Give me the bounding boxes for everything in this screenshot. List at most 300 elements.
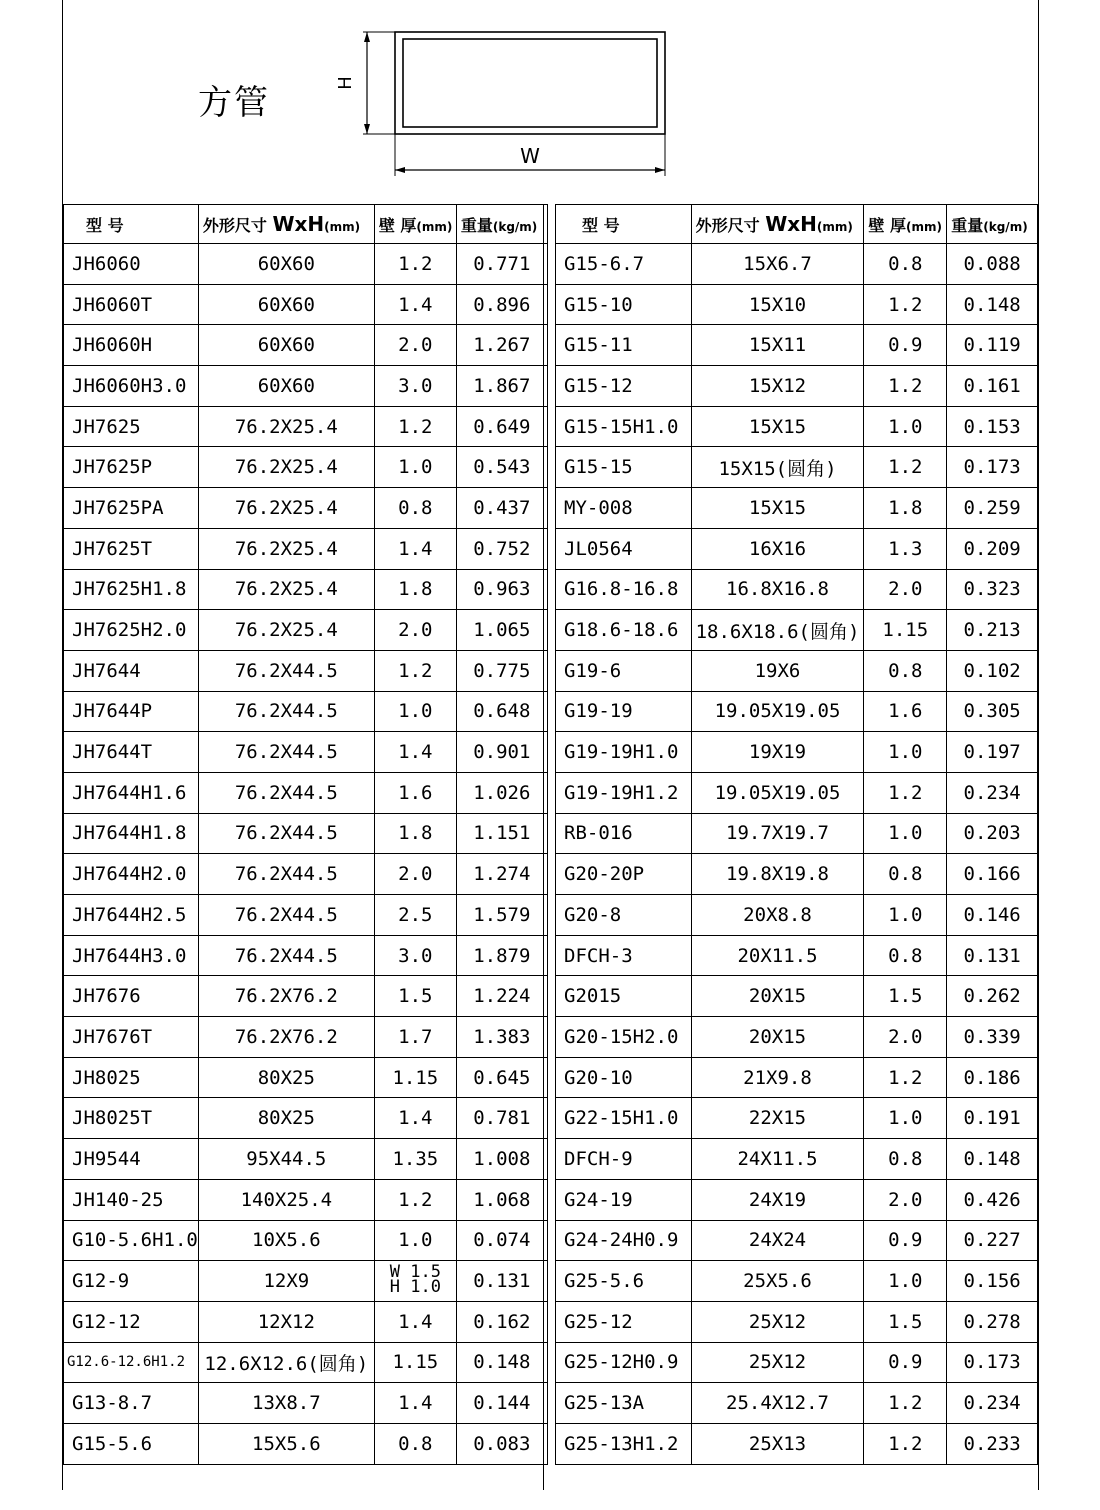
model-cell: JH7644	[64, 650, 199, 691]
weight-cell: 0.426	[947, 1179, 1038, 1220]
model-cell: G20-15H2.0	[556, 1017, 692, 1058]
weight-cell: 0.186	[947, 1057, 1038, 1098]
weight-cell: 0.131	[456, 1261, 547, 1302]
wall-thickness-cell: 2.0	[864, 1179, 947, 1220]
size-cell: 76.2X76.2	[198, 976, 374, 1017]
model-cell: G24-19	[556, 1179, 692, 1220]
weight-cell: 0.203	[947, 813, 1038, 854]
table-row	[556, 366, 1038, 407]
wall-thickness-cell: 1.15	[374, 1057, 456, 1098]
wall-thickness-cell: 2.0	[374, 854, 456, 895]
size-cell: 25X12	[691, 1342, 864, 1383]
size-cell: 19X19	[691, 732, 864, 773]
weight-cell: 0.074	[456, 1220, 547, 1261]
size-cell: 76.2X44.5	[198, 691, 374, 732]
wall-thickness-cell: 2.0	[864, 1017, 947, 1058]
model-cell: JH7644H1.6	[64, 772, 199, 813]
size-cell: 15X6.7	[691, 244, 864, 285]
header-model: 型 号	[64, 205, 199, 244]
table-row	[556, 1057, 1038, 1098]
spec-table-left	[63, 204, 548, 1465]
model-cell: G18.6-18.6	[556, 610, 692, 651]
wall-thickness-cell: 1.8	[864, 488, 947, 529]
model-cell: G25-13A	[556, 1383, 692, 1424]
table-header-row	[556, 205, 1038, 244]
size-cell: 10X5.6	[198, 1220, 374, 1261]
model-cell: JH7625H2.0	[64, 610, 199, 651]
size-cell: 60X60	[198, 325, 374, 366]
size-cell: 80X25	[198, 1098, 374, 1139]
model-cell: G19-19	[556, 691, 692, 732]
w-dimension-label: W	[520, 144, 540, 168]
weight-cell: 0.102	[947, 650, 1038, 691]
table-row	[64, 1179, 548, 1220]
table-row	[64, 569, 548, 610]
weight-cell: 0.262	[947, 976, 1038, 1017]
table-row	[556, 1301, 1038, 1342]
size-cell: 15X15	[691, 488, 864, 529]
table-row	[556, 1220, 1038, 1261]
weight-cell: 0.161	[947, 366, 1038, 407]
wall-thickness-cell: 1.4	[374, 1098, 456, 1139]
wall-thickness-cell: 1.0	[374, 1220, 456, 1261]
weight-cell: 0.234	[947, 1383, 1038, 1424]
size-cell: 76.2X25.4	[198, 488, 374, 529]
weight-cell: 0.148	[947, 1139, 1038, 1180]
size-cell: 20X8.8	[691, 895, 864, 936]
wall-thickness-cell: 1.0	[864, 406, 947, 447]
table-row	[556, 1423, 1038, 1464]
table-header-row	[64, 205, 548, 244]
size-cell: 15X10	[691, 284, 864, 325]
model-cell: JH7676	[64, 976, 199, 1017]
table-row	[556, 1342, 1038, 1383]
tube-inner-outline	[403, 39, 657, 127]
table-row	[64, 366, 548, 407]
model-cell: G12.6-12.6H1.2	[64, 1342, 199, 1383]
table-row	[556, 1179, 1038, 1220]
weight-cell: 0.144	[456, 1383, 547, 1424]
model-cell: JH7644P	[64, 691, 199, 732]
wall-thickness-cell: 1.2	[864, 772, 947, 813]
table-row	[64, 284, 548, 325]
table-row	[556, 569, 1038, 610]
size-cell: 15X11	[691, 325, 864, 366]
size-cell: 13X8.7	[198, 1383, 374, 1424]
wall-thickness-cell: 0.9	[864, 1342, 947, 1383]
model-cell: G15-15H1.0	[556, 406, 692, 447]
size-cell: 95X44.5	[198, 1139, 374, 1180]
wall-thickness-cell: 0.8	[864, 1139, 947, 1180]
model-cell: JH6060	[64, 244, 199, 285]
size-cell: 20X11.5	[691, 935, 864, 976]
model-cell: G15-11	[556, 325, 692, 366]
size-cell: 19.05X19.05	[691, 772, 864, 813]
size-cell: 76.2X44.5	[198, 732, 374, 773]
weight-cell: 0.131	[947, 935, 1038, 976]
weight-cell: 0.339	[947, 1017, 1038, 1058]
wall-thickness-cell: 1.0	[374, 447, 456, 488]
wall-thickness-cell: 1.6	[374, 772, 456, 813]
model-cell: G15-10	[556, 284, 692, 325]
table-row	[64, 732, 548, 773]
model-cell: G20-10	[556, 1057, 692, 1098]
model-cell: JH7625	[64, 406, 199, 447]
weight-cell: 1.867	[456, 366, 547, 407]
weight-cell: 0.233	[947, 1423, 1038, 1464]
header-weight: 重量(kg/m)	[947, 205, 1038, 244]
model-cell: G19-19H1.2	[556, 772, 692, 813]
size-cell: 25X5.6	[691, 1261, 864, 1302]
weight-cell: 0.166	[947, 854, 1038, 895]
model-cell: G12-9	[64, 1261, 199, 1302]
table-row	[64, 935, 548, 976]
wall-thickness-cell: 1.0	[864, 1261, 947, 1302]
weight-cell: 0.752	[456, 528, 547, 569]
model-cell: G25-12H0.9	[556, 1342, 692, 1383]
header-wall: 壁 厚(mm)	[864, 205, 947, 244]
weight-cell: 0.083	[456, 1423, 547, 1464]
size-cell: 76.2X76.2	[198, 1017, 374, 1058]
size-cell: 140X25.4	[198, 1179, 374, 1220]
weight-cell: 1.151	[456, 813, 547, 854]
wall-thickness-cell: 1.2	[864, 1423, 947, 1464]
wall-thickness-cell: 1.8	[374, 813, 456, 854]
model-cell: G20-20P	[556, 854, 692, 895]
wall-thickness-cell: 0.9	[864, 1220, 947, 1261]
model-cell: JH6060T	[64, 284, 199, 325]
table-row	[556, 610, 1038, 651]
wall-thickness-cell: 0.8	[864, 854, 947, 895]
wall-thickness-cell: 0.8	[374, 488, 456, 529]
size-cell: 16X16	[691, 528, 864, 569]
weight-cell: 1.579	[456, 895, 547, 936]
wall-thickness-cell: 1.5	[374, 976, 456, 1017]
model-cell: JH8025	[64, 1057, 199, 1098]
wall-thickness-cell: 1.4	[374, 732, 456, 773]
model-cell: JH7625PA	[64, 488, 199, 529]
table-row	[556, 1261, 1038, 1302]
table-row	[64, 1139, 548, 1180]
table-row	[64, 1423, 548, 1464]
wall-thickness-cell: 1.3	[864, 528, 947, 569]
table-row	[556, 528, 1038, 569]
size-cell: 80X25	[198, 1057, 374, 1098]
table-row	[64, 1383, 548, 1424]
model-cell: G15-12	[556, 366, 692, 407]
wall-thickness-cell: 1.2	[374, 1179, 456, 1220]
size-cell: 20X15	[691, 976, 864, 1017]
wall-thickness-cell: 1.6	[864, 691, 947, 732]
weight-cell: 0.437	[456, 488, 547, 529]
model-cell: JH7625T	[64, 528, 199, 569]
table-row	[556, 244, 1038, 285]
weight-cell: 1.383	[456, 1017, 547, 1058]
header-model: 型 号	[556, 205, 692, 244]
weight-cell: 0.259	[947, 488, 1038, 529]
size-cell: 24X11.5	[691, 1139, 864, 1180]
wall-thickness-cell: 1.2	[374, 406, 456, 447]
model-cell: JH7644H2.5	[64, 895, 199, 936]
square-tube-diagram	[333, 20, 693, 180]
table-row	[556, 813, 1038, 854]
table-row	[556, 732, 1038, 773]
wall-thickness-cell: 0.8	[864, 935, 947, 976]
size-cell: 12X12	[198, 1301, 374, 1342]
wall-thickness-cell	[374, 1261, 456, 1302]
wall-thickness-cell: 1.2	[374, 650, 456, 691]
table-row	[64, 1301, 548, 1342]
table-row	[556, 650, 1038, 691]
wall-thickness-cell: 3.0	[374, 935, 456, 976]
wall-thickness-cell: 1.15	[864, 610, 947, 651]
size-cell: 60X60	[198, 366, 374, 407]
weight-cell: 0.543	[456, 447, 547, 488]
table-row	[556, 406, 1038, 447]
size-cell: 15X12	[691, 366, 864, 407]
size-cell: 76.2X44.5	[198, 935, 374, 976]
wall-thickness-cell: 2.5	[374, 895, 456, 936]
tube-outer-outline	[395, 32, 665, 134]
weight-cell: 0.775	[456, 650, 547, 691]
size-cell: 19.8X19.8	[691, 854, 864, 895]
table-row	[556, 976, 1038, 1017]
wall-thickness-cell: 1.2	[374, 244, 456, 285]
wall-thickness-cell: 1.0	[864, 813, 947, 854]
weight-cell: 1.267	[456, 325, 547, 366]
size-cell: 15X5.6	[198, 1423, 374, 1464]
wall-thickness-cell: 1.5	[864, 1301, 947, 1342]
wall-thickness-cell: 1.7	[374, 1017, 456, 1058]
table-row	[556, 1017, 1038, 1058]
size-cell: 76.2X25.4	[198, 447, 374, 488]
wall-thickness-cell: 1.8	[374, 569, 456, 610]
model-cell: JH7625P	[64, 447, 199, 488]
weight-cell: 0.191	[947, 1098, 1038, 1139]
weight-cell: 0.088	[947, 244, 1038, 285]
weight-cell: 1.065	[456, 610, 547, 651]
model-cell: G15-6.7	[556, 244, 692, 285]
size-cell: 24X24	[691, 1220, 864, 1261]
size-cell: 20X15	[691, 1017, 864, 1058]
table-row	[64, 772, 548, 813]
weight-cell: 0.148	[456, 1342, 547, 1383]
wall-thickness-cell: 1.4	[374, 284, 456, 325]
header-weight: 重量(kg/m)	[456, 205, 547, 244]
size-cell: 12X9	[198, 1261, 374, 1302]
header-size: 外形尺寸 WxH(mm)	[198, 205, 374, 244]
weight-cell: 0.209	[947, 528, 1038, 569]
weight-cell: 0.323	[947, 569, 1038, 610]
table-row	[64, 610, 548, 651]
size-cell: 19.7X19.7	[691, 813, 864, 854]
weight-cell: 1.026	[456, 772, 547, 813]
model-cell: JH7644H2.0	[64, 854, 199, 895]
wall-thickness-cell: 0.9	[864, 325, 947, 366]
table-row	[64, 1017, 548, 1058]
weight-cell: 0.173	[947, 447, 1038, 488]
wall-thickness-cell: 1.2	[864, 284, 947, 325]
table-row	[556, 854, 1038, 895]
model-cell: JH7644H1.8	[64, 813, 199, 854]
wall-thickness-cell: 2.0	[374, 325, 456, 366]
wall-thickness-cell: 0.8	[374, 1423, 456, 1464]
wall-thickness-cell: 1.2	[864, 447, 947, 488]
weight-cell: 0.213	[947, 610, 1038, 651]
table-row	[556, 447, 1038, 488]
model-cell: G25-13H1.2	[556, 1423, 692, 1464]
page-title: 方管	[198, 83, 270, 123]
table-row	[64, 1342, 548, 1383]
table-row	[556, 1383, 1038, 1424]
model-cell: JL0564	[556, 528, 692, 569]
size-cell: 16.8X16.8	[691, 569, 864, 610]
weight-cell: 0.781	[456, 1098, 547, 1139]
table-row	[64, 650, 548, 691]
wall-thickness-cell: 3.0	[374, 366, 456, 407]
wall-thickness-cell: 0.8	[864, 650, 947, 691]
wall-thickness-cell: 1.4	[374, 528, 456, 569]
size-cell: 21X9.8	[691, 1057, 864, 1098]
spec-sheet	[62, 0, 1039, 1490]
weight-cell: 0.227	[947, 1220, 1038, 1261]
table-row	[556, 325, 1038, 366]
weight-cell: 0.173	[947, 1342, 1038, 1383]
wall-thickness-cell: 1.2	[864, 366, 947, 407]
wall-thickness-cell: 1.35	[374, 1139, 456, 1180]
model-cell: JH7625H1.8	[64, 569, 199, 610]
wall-thickness-cell: 2.0	[374, 610, 456, 651]
table-row	[64, 406, 548, 447]
size-cell: 24X19	[691, 1179, 864, 1220]
model-cell: G12-12	[64, 1301, 199, 1342]
weight-cell: 0.153	[947, 406, 1038, 447]
weight-cell: 1.879	[456, 935, 547, 976]
model-cell: DFCH-9	[556, 1139, 692, 1180]
model-cell: MY-008	[556, 488, 692, 529]
wall-thickness-h: H 1.0	[389, 1277, 441, 1298]
size-cell: 12.6X12.6(圆角)	[198, 1342, 374, 1383]
size-cell: 60X60	[198, 284, 374, 325]
table-row	[556, 1098, 1038, 1139]
size-cell: 25X13	[691, 1423, 864, 1464]
weight-cell: 0.156	[947, 1261, 1038, 1302]
size-cell: 76.2X25.4	[198, 406, 374, 447]
model-cell: G25-5.6	[556, 1261, 692, 1302]
model-cell: RB-016	[556, 813, 692, 854]
spec-table-right	[555, 204, 1038, 1465]
model-cell: G24-24H0.9	[556, 1220, 692, 1261]
weight-cell: 0.645	[456, 1057, 547, 1098]
model-cell: G20-8	[556, 895, 692, 936]
table-row	[64, 976, 548, 1017]
header-area	[63, 0, 1038, 204]
size-cell: 19.05X19.05	[691, 691, 864, 732]
model-cell: G19-6	[556, 650, 692, 691]
model-cell: G15-5.6	[64, 1423, 199, 1464]
weight-cell: 1.224	[456, 976, 547, 1017]
table-row	[64, 691, 548, 732]
header-size: 外形尺寸 WxH(mm)	[691, 205, 864, 244]
model-cell: G16.8-16.8	[556, 569, 692, 610]
wall-thickness-cell: 1.0	[864, 895, 947, 936]
size-cell: 25.4X12.7	[691, 1383, 864, 1424]
model-cell: G25-12	[556, 1301, 692, 1342]
size-cell: 18.6X18.6(圆角)	[691, 610, 864, 651]
model-cell: G15-15	[556, 447, 692, 488]
weight-cell: 0.649	[456, 406, 547, 447]
weight-cell: 1.008	[456, 1139, 547, 1180]
table-row	[556, 772, 1038, 813]
size-cell: 76.2X44.5	[198, 895, 374, 936]
weight-cell: 0.901	[456, 732, 547, 773]
model-cell: JH7644H3.0	[64, 935, 199, 976]
weight-cell: 0.963	[456, 569, 547, 610]
wall-thickness-cell: 1.15	[374, 1342, 456, 1383]
table-row	[556, 895, 1038, 936]
wall-thickness-cell: 1.4	[374, 1383, 456, 1424]
size-cell: 76.2X44.5	[198, 813, 374, 854]
weight-cell: 0.234	[947, 772, 1038, 813]
table-row	[64, 1057, 548, 1098]
wall-thickness-cell: 1.0	[864, 732, 947, 773]
wall-thickness-cell: 2.0	[864, 569, 947, 610]
table-row	[64, 1220, 548, 1261]
size-cell: 76.2X25.4	[198, 610, 374, 651]
model-cell: JH8025T	[64, 1098, 199, 1139]
wall-thickness-pair	[389, 1262, 441, 1298]
wall-thickness-cell: 1.0	[374, 691, 456, 732]
wall-thickness-cell: 1.4	[374, 1301, 456, 1342]
table-row	[64, 244, 548, 285]
h-dimension-label: H	[335, 76, 356, 90]
size-cell: 15X15(圆角)	[691, 447, 864, 488]
weight-cell: 0.771	[456, 244, 547, 285]
weight-cell: 0.148	[947, 284, 1038, 325]
model-cell: G10-5.6H1.0	[64, 1220, 199, 1261]
weight-cell: 0.305	[947, 691, 1038, 732]
model-cell: JH6060H3.0	[64, 366, 199, 407]
size-cell: 76.2X44.5	[198, 772, 374, 813]
table-row	[556, 1139, 1038, 1180]
size-cell: 60X60	[198, 244, 374, 285]
wall-thickness-w: W 1.5	[389, 1262, 441, 1283]
wall-thickness-cell: 1.0	[864, 1098, 947, 1139]
wall-thickness-cell: 1.2	[864, 1383, 947, 1424]
model-cell: JH6060H	[64, 325, 199, 366]
size-cell: 15X15	[691, 406, 864, 447]
weight-cell: 0.896	[456, 284, 547, 325]
table-row	[64, 854, 548, 895]
wall-thickness-cell: 1.5	[864, 976, 947, 1017]
table-row	[64, 447, 548, 488]
table-row	[556, 488, 1038, 529]
wall-thickness-cell: 1.2	[864, 1057, 947, 1098]
size-cell: 76.2X25.4	[198, 569, 374, 610]
table-row	[556, 284, 1038, 325]
weight-cell: 0.146	[947, 895, 1038, 936]
model-cell: JH7644T	[64, 732, 199, 773]
model-cell: JH7676T	[64, 1017, 199, 1058]
table-row	[64, 528, 548, 569]
table-row	[64, 325, 548, 366]
table-row	[556, 691, 1038, 732]
model-cell: JH140-25	[64, 1179, 199, 1220]
weight-cell: 1.068	[456, 1179, 547, 1220]
table-row	[556, 935, 1038, 976]
model-cell: G2015	[556, 976, 692, 1017]
model-cell: DFCH-3	[556, 935, 692, 976]
